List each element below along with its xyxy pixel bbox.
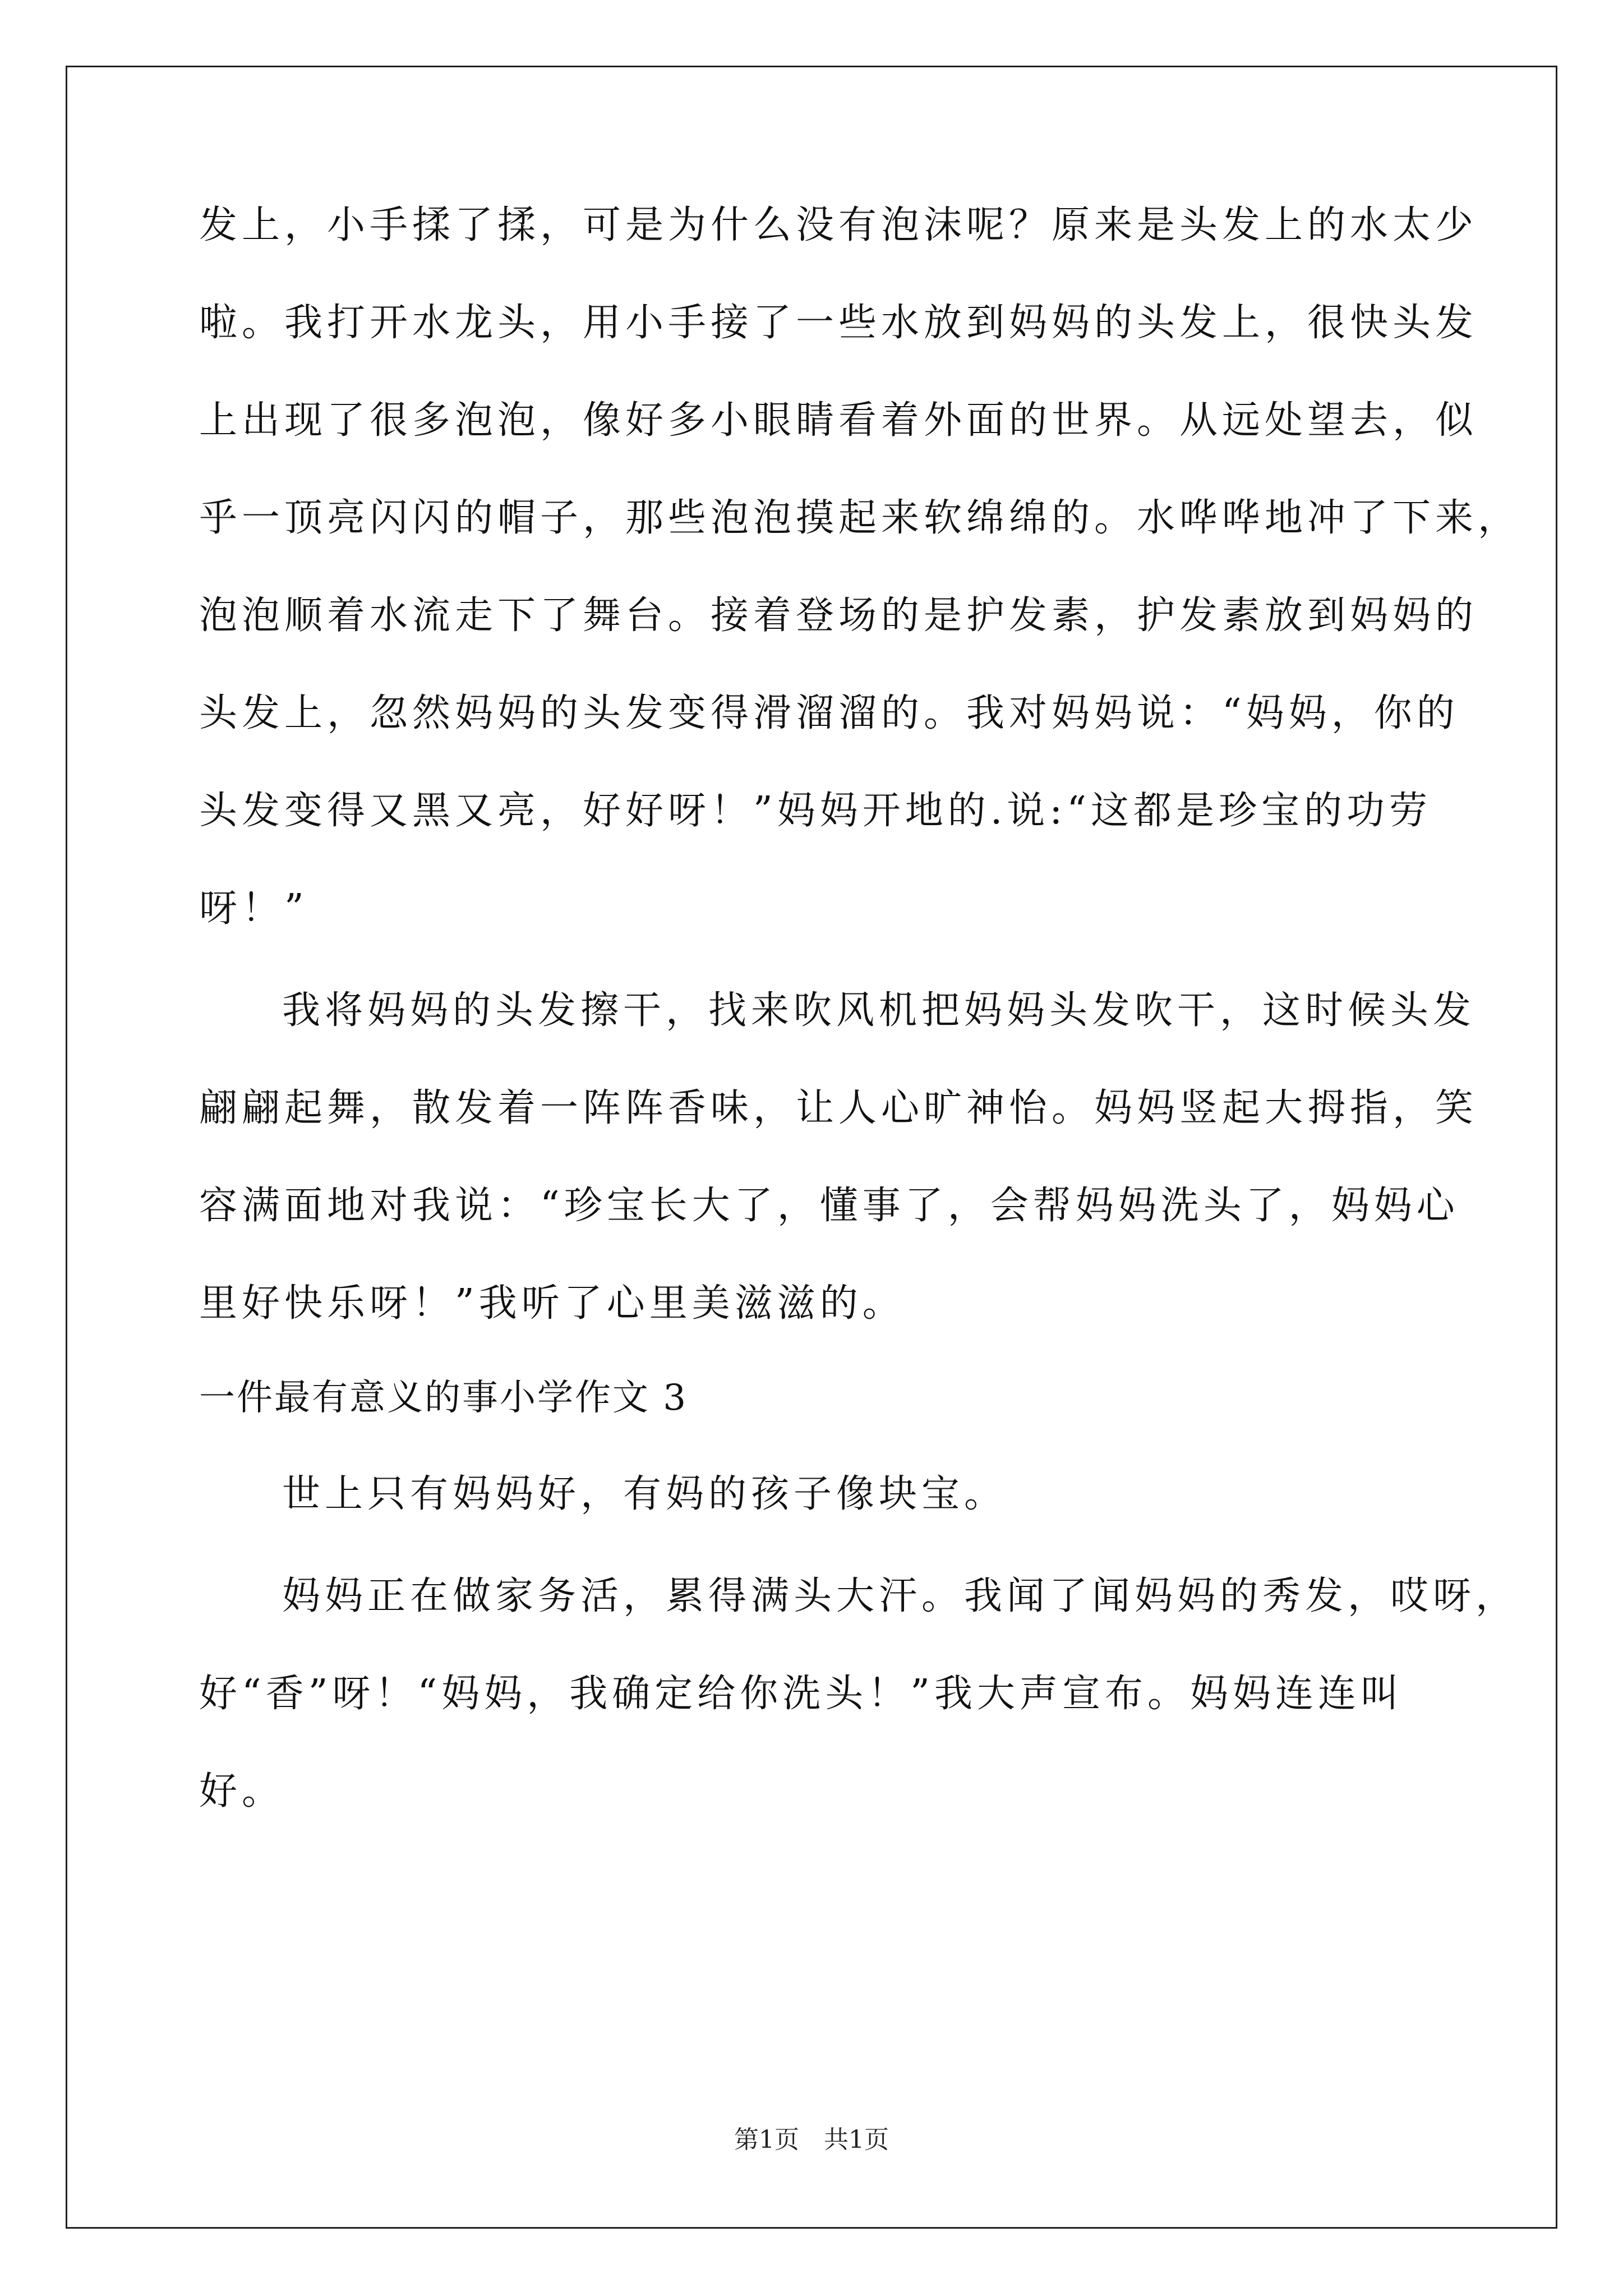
- text-line: 啦。我打开水龙头，用小手接了一些水放到妈妈的头发上，很快头发: [199, 301, 1478, 345]
- page-footer: 第1页 共1页: [734, 2125, 889, 2154]
- text-line: 上出现了很多泡泡，像好多小眼睛看着外面的世界。从远处望去，似: [199, 398, 1478, 443]
- text-line: 里好快乐呀！”我听了心里美滋滋的。: [199, 1281, 905, 1326]
- text-line: 呀！”: [199, 886, 308, 931]
- text-line: 头发变得又黑又亮，好好呀！”妈妈开地的.说:“这都是珍宝的功劳: [199, 789, 1432, 833]
- text-line: 乎一顶亮闪闪的帽子，那些泡泡摸起来软绵绵的。水哗哗地冲了下来，: [199, 496, 1521, 540]
- text-line: 世上只有妈妈好，有妈的孩子像块宝。: [282, 1472, 1007, 1516]
- text-line: 翩翩起舞，散发着一阵阵香味，让人心旷神怡。妈妈竖起大拇指，笑: [199, 1086, 1478, 1130]
- page-border: [66, 66, 1557, 2229]
- text-line: 泡泡顺着水流走下了舞台。接着登场的是护发素，护发素放到妈妈的: [199, 593, 1478, 638]
- section-heading: 一件最有意义的事小学作文 3: [199, 1377, 688, 1419]
- text-line: 容满面地对我说：“珍宝长大了，懂事了，会帮妈妈洗头了，妈妈心: [199, 1184, 1459, 1228]
- text-line: 好。: [199, 1769, 285, 1814]
- text-line: 好“香”呀！“妈妈，我确定给你洗头！”我大声宣布。妈妈连连叫: [199, 1672, 1404, 1716]
- text-line: 我将妈妈的头发擦干，找来吹风机把妈妈头发吹干，这时候头发: [282, 988, 1476, 1033]
- text-line: 头发上，忽然妈妈的头发变得滑溜溜的。我对妈妈说：“妈妈，你的: [199, 691, 1459, 735]
- text-line: 发上，小手揉了揉，可是为什么没有泡沫呢？原来是头发上的水太少: [199, 203, 1478, 247]
- text-line: 妈妈正在做家务活，累得满头大汗。我闻了闻妈妈的秀发，哎呀，: [282, 1574, 1519, 1618]
